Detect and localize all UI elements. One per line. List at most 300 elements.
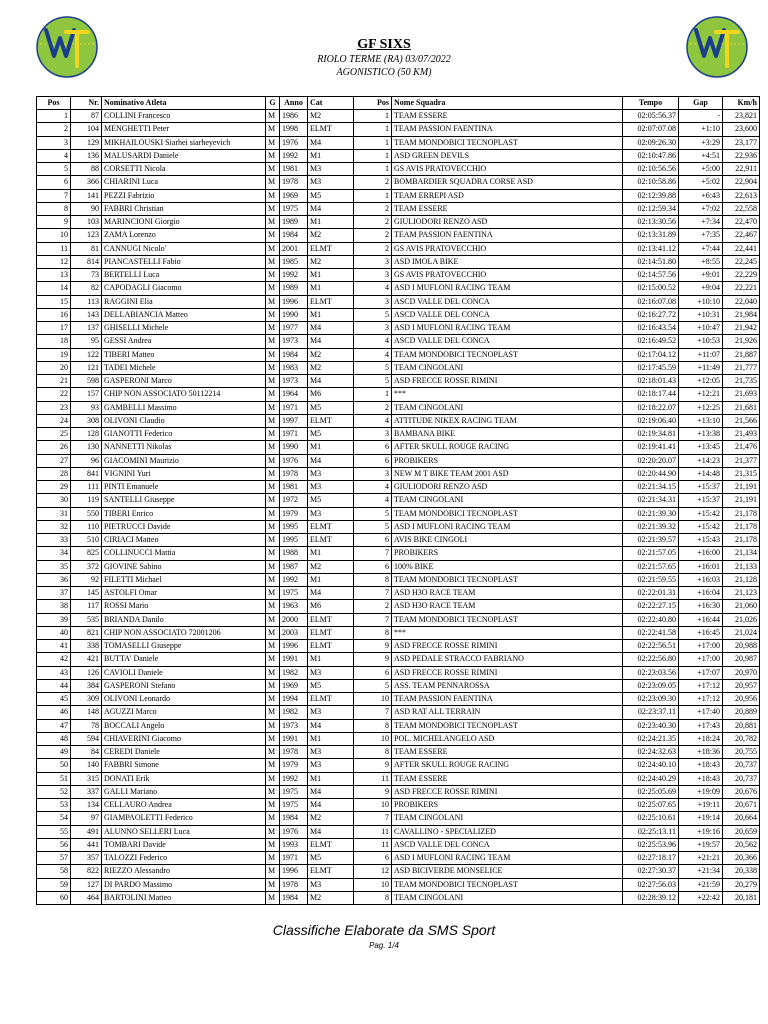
cell-gap: +17:40: [679, 706, 723, 719]
cell-team: GS AVIS PRATOVECCHIO: [392, 242, 623, 255]
cell-gender: M: [266, 891, 280, 904]
cell-cat-pos: 8: [354, 891, 392, 904]
cell-nr: 145: [71, 587, 102, 600]
cell-time: 02:23:03.56: [623, 666, 679, 679]
table-row: [37, 335, 760, 348]
cell-time: 02:23:09.30: [623, 693, 679, 706]
cell-athlete: BERTELLI Luca: [102, 269, 266, 282]
cell-cat: M6: [308, 600, 354, 613]
cell-cat-pos: 1: [354, 163, 392, 176]
table-row: [37, 852, 760, 865]
cell-cat-pos: 9: [354, 785, 392, 798]
cell-cat: M4: [308, 375, 354, 388]
table-row: [37, 693, 760, 706]
cell-cat-pos: 6: [354, 560, 392, 573]
cell-pos: 23: [37, 401, 71, 414]
cell-athlete: OLIVONI Claudio: [102, 414, 266, 427]
cell-speed: 21,123: [723, 587, 760, 600]
cell-pos: 11: [37, 242, 71, 255]
cell-time: 02:19:41.41: [623, 441, 679, 454]
cell-speed: 22,467: [723, 229, 760, 242]
cell-speed: 21,178: [723, 520, 760, 533]
cell-year: 1975: [280, 785, 308, 798]
table-row: [37, 825, 760, 838]
cell-time: 02:21:57.05: [623, 547, 679, 560]
cell-gap: +18:43: [679, 772, 723, 785]
cell-cat-pos: 8: [354, 626, 392, 639]
results-body: [37, 110, 760, 905]
cell-year: 1992: [280, 269, 308, 282]
cell-cat: ELMT: [308, 414, 354, 427]
cell-time: 02:24:21.35: [623, 732, 679, 745]
cell-cat: ELMT: [308, 534, 354, 547]
cell-time: 02:25:07.65: [623, 799, 679, 812]
cell-speed: 21,191: [723, 481, 760, 494]
cell-gap: +19:57: [679, 838, 723, 851]
cell-cat-pos: 10: [354, 732, 392, 745]
cell-speed: 20,956: [723, 693, 760, 706]
cell-team: POL. MICHELANGELO ASD: [392, 732, 623, 745]
cell-year: 1992: [280, 573, 308, 586]
table-row: [37, 454, 760, 467]
cell-cat-pos: 2: [354, 202, 392, 215]
cell-time: 02:10:58.86: [623, 176, 679, 189]
cell-athlete: GAMBELLI Massimo: [102, 401, 266, 414]
cell-cat: M2: [308, 110, 354, 123]
document-header: [0, 36, 768, 79]
cell-gap: +12:25: [679, 401, 723, 414]
cell-athlete: ASTOLFI Omar: [102, 587, 266, 600]
cell-athlete: CAVIOLI Daniele: [102, 666, 266, 679]
cell-team: TEAM CINGOLANI: [392, 401, 623, 414]
cell-cat-pos: 2: [354, 242, 392, 255]
cell-cat-pos: 3: [354, 269, 392, 282]
cell-year: 1987: [280, 560, 308, 573]
cell-speed: 20,987: [723, 653, 760, 666]
table-row: [37, 255, 760, 268]
cell-time: 02:07:07.08: [623, 123, 679, 136]
cell-time: 02:25:13.11: [623, 825, 679, 838]
cell-time: 02:25:05.69: [623, 785, 679, 798]
cell-gender: M: [266, 679, 280, 692]
cell-time: 02:14:57.56: [623, 269, 679, 282]
col-header-cat: Cat: [308, 97, 354, 110]
cell-gap: +13:38: [679, 428, 723, 441]
cell-team: ASD FRECCE ROSSE RIMINI: [392, 666, 623, 679]
cell-year: 1971: [280, 852, 308, 865]
cell-cat-pos: 9: [354, 640, 392, 653]
table-row: [37, 388, 760, 401]
cell-cat-pos: 3: [354, 428, 392, 441]
cell-athlete: GESSI Andrea: [102, 335, 266, 348]
cell-cat-pos: 12: [354, 865, 392, 878]
cell-speed: 22,911: [723, 163, 760, 176]
table-row: [37, 401, 760, 414]
table-row: [37, 520, 760, 533]
table-row: [37, 282, 760, 295]
cell-gap: +7:35: [679, 229, 723, 242]
cell-nr: 157: [71, 388, 102, 401]
cell-speed: 20,737: [723, 772, 760, 785]
cell-speed: 20,782: [723, 732, 760, 745]
cell-gender: M: [266, 746, 280, 759]
cell-speed: 20,881: [723, 719, 760, 732]
cell-speed: 21,493: [723, 428, 760, 441]
cell-team: ASD PEDALE STRACCO FABRIANO: [392, 653, 623, 666]
cell-gender: M: [266, 759, 280, 772]
cell-gap: +4:51: [679, 149, 723, 162]
cell-nr: 357: [71, 852, 102, 865]
cell-speed: 23,821: [723, 110, 760, 123]
cell-athlete: NANNETTI Nikolas: [102, 441, 266, 454]
cell-gender: M: [266, 547, 280, 560]
cell-pos: 46: [37, 706, 71, 719]
cell-cat: M3: [308, 746, 354, 759]
cell-gap: +10:47: [679, 322, 723, 335]
cell-team: ASD I MUFLONI RACING TEAM: [392, 520, 623, 533]
cell-nr: 130: [71, 441, 102, 454]
cell-gap: +7:44: [679, 242, 723, 255]
cell-cat: M5: [308, 189, 354, 202]
cell-cat: M3: [308, 163, 354, 176]
cell-time: 02:21:34.31: [623, 494, 679, 507]
cell-time: 02:10:47.86: [623, 149, 679, 162]
cell-cat: M4: [308, 719, 354, 732]
cell-team: AFTER SKULL ROUGE RACING: [392, 441, 623, 454]
cell-cat-pos: 6: [354, 534, 392, 547]
cell-year: 1998: [280, 123, 308, 136]
cell-speed: 21,024: [723, 626, 760, 639]
cell-gender: M: [266, 640, 280, 653]
table-row: [37, 600, 760, 613]
cell-cat: ELMT: [308, 242, 354, 255]
cell-gender: M: [266, 878, 280, 891]
cell-speed: 20,755: [723, 746, 760, 759]
cell-cat: M5: [308, 679, 354, 692]
cell-athlete: FABBRI Simone: [102, 759, 266, 772]
cell-pos: 30: [37, 494, 71, 507]
cell-year: 2001: [280, 242, 308, 255]
cell-team: TEAM MONDOBICI TECNOPLAST: [392, 878, 623, 891]
cell-time: 02:22:56.51: [623, 640, 679, 653]
cell-nr: 598: [71, 375, 102, 388]
cell-time: 02:19:34.81: [623, 428, 679, 441]
cell-nr: 366: [71, 176, 102, 189]
cell-gap: +17:07: [679, 666, 723, 679]
cell-cat: M2: [308, 348, 354, 361]
cell-gap: +6:43: [679, 189, 723, 202]
cell-time: 02:21:57.65: [623, 560, 679, 573]
cell-team: ASD RAT ALL TERRAIN: [392, 706, 623, 719]
cell-cat: ELMT: [308, 295, 354, 308]
cell-gap: +7:34: [679, 216, 723, 229]
cell-athlete: TOMASELLI Giuseppe: [102, 640, 266, 653]
cell-team: TEAM CINGOLANI: [392, 812, 623, 825]
cell-speed: 20,338: [723, 865, 760, 878]
cell-cat: M4: [308, 799, 354, 812]
cell-year: 2003: [280, 626, 308, 639]
cell-pos: 20: [37, 361, 71, 374]
table-header-row: [37, 97, 760, 110]
cell-gap: +12:05: [679, 375, 723, 388]
cell-year: 1975: [280, 799, 308, 812]
cell-gap: +16:04: [679, 587, 723, 600]
cell-pos: 32: [37, 520, 71, 533]
cell-year: 1990: [280, 308, 308, 321]
cell-athlete: DI PARDO Massimo: [102, 878, 266, 891]
table-row: [37, 110, 760, 123]
table-row: [37, 149, 760, 162]
cell-year: 1992: [280, 149, 308, 162]
cell-nr: 148: [71, 706, 102, 719]
table-row: [37, 229, 760, 242]
cell-pos: 28: [37, 467, 71, 480]
cell-team: TEAM MONDOBICI TECNOPLAST: [392, 613, 623, 626]
cell-year: 1972: [280, 494, 308, 507]
table-row: [37, 613, 760, 626]
cell-pos: 43: [37, 666, 71, 679]
cell-nr: 96: [71, 454, 102, 467]
cell-speed: 22,245: [723, 255, 760, 268]
cell-speed: 21,191: [723, 494, 760, 507]
cell-time: 02:21:39.32: [623, 520, 679, 533]
cell-team: ASD H3O RACE TEAM: [392, 587, 623, 600]
cell-gender: M: [266, 812, 280, 825]
cell-speed: 20,889: [723, 706, 760, 719]
cell-gender: M: [266, 295, 280, 308]
cell-nr: 535: [71, 613, 102, 626]
cell-cat: M2: [308, 891, 354, 904]
cell-gender: M: [266, 414, 280, 427]
table-row: [37, 547, 760, 560]
cell-team: TEAM MONDOBICI TECNOPLAST: [392, 573, 623, 586]
cell-pos: 59: [37, 878, 71, 891]
cell-gender: M: [266, 653, 280, 666]
cell-gap: +12:21: [679, 388, 723, 401]
cell-year: 1973: [280, 719, 308, 732]
cell-athlete: TADEI Michele: [102, 361, 266, 374]
cell-cat: M5: [308, 494, 354, 507]
table-row: [37, 626, 760, 639]
cell-nr: 143: [71, 308, 102, 321]
cell-team: ASD BICIVERDE MONSELICE: [392, 865, 623, 878]
cell-gap: +18:24: [679, 732, 723, 745]
cell-athlete: CANNUGI Nicolo': [102, 242, 266, 255]
cell-athlete: GIACOMINI Maurizio: [102, 454, 266, 467]
table-row: [37, 507, 760, 520]
cell-time: 02:14:51.80: [623, 255, 679, 268]
cell-pos: 24: [37, 414, 71, 427]
table-row: [37, 163, 760, 176]
cell-time: 02:20:44.90: [623, 467, 679, 480]
cell-year: 1988: [280, 547, 308, 560]
cell-gap: +10:10: [679, 295, 723, 308]
cell-gender: M: [266, 600, 280, 613]
cell-time: 02:17:04.12: [623, 348, 679, 361]
cell-gap: +21:21: [679, 852, 723, 865]
cell-speed: 20,988: [723, 640, 760, 653]
cell-team: TEAM MONDOBICI TECNOPLAST: [392, 507, 623, 520]
cell-team: ASCD VALLE DEL CONCA: [392, 335, 623, 348]
cell-athlete: BUTTA' Daniele: [102, 653, 266, 666]
cell-speed: 21,377: [723, 454, 760, 467]
cell-team: ***: [392, 626, 623, 639]
col-header-cat-pos: Pos: [354, 97, 392, 110]
col-header-athlete: Nominativo Atleta: [102, 97, 266, 110]
cell-nr: 110: [71, 520, 102, 533]
cell-team: PROBIKERS: [392, 454, 623, 467]
cell-time: 02:23:09.05: [623, 679, 679, 692]
cell-year: 1992: [280, 772, 308, 785]
cell-speed: 20,562: [723, 838, 760, 851]
document-footer: [0, 922, 768, 952]
cell-pos: 3: [37, 136, 71, 149]
cell-nr: 822: [71, 865, 102, 878]
cell-athlete: COLLINUCCI Mattia: [102, 547, 266, 560]
cell-year: 1976: [280, 454, 308, 467]
cell-athlete: FILETTI Michael: [102, 573, 266, 586]
cell-year: 1991: [280, 732, 308, 745]
cell-cat: M2: [308, 361, 354, 374]
cell-cat-pos: 6: [354, 852, 392, 865]
cell-nr: 841: [71, 467, 102, 480]
cell-cat: M1: [308, 282, 354, 295]
cell-pos: 31: [37, 507, 71, 520]
cell-pos: 53: [37, 799, 71, 812]
cell-athlete: CHIP NON ASSOCIATO 50112214: [102, 388, 266, 401]
cell-cat-pos: 7: [354, 547, 392, 560]
cell-athlete: TOMBARI Davide: [102, 838, 266, 851]
cell-year: 1984: [280, 891, 308, 904]
cell-year: 1984: [280, 812, 308, 825]
table-row: [37, 322, 760, 335]
cell-cat-pos: 4: [354, 282, 392, 295]
cell-gap: +16:45: [679, 626, 723, 639]
cell-speed: 20,279: [723, 878, 760, 891]
cell-year: 1977: [280, 322, 308, 335]
cell-year: 1996: [280, 295, 308, 308]
cell-cat: M1: [308, 547, 354, 560]
cell-gap: +17:00: [679, 653, 723, 666]
cell-nr: 97: [71, 812, 102, 825]
cell-year: 1989: [280, 282, 308, 295]
cell-year: 1964: [280, 388, 308, 401]
cell-gender: M: [266, 348, 280, 361]
cell-year: 1978: [280, 746, 308, 759]
cell-cat-pos: 4: [354, 335, 392, 348]
cell-team: GS AVIS PRATOVECCHIO: [392, 163, 623, 176]
cell-athlete: DONATI Erik: [102, 772, 266, 785]
cell-year: 1985: [280, 255, 308, 268]
cell-pos: 26: [37, 441, 71, 454]
cell-cat-pos: 10: [354, 693, 392, 706]
table-row: [37, 216, 760, 229]
cell-nr: 140: [71, 759, 102, 772]
cell-gender: M: [266, 666, 280, 679]
cell-time: 02:22:56.80: [623, 653, 679, 666]
cell-nr: 137: [71, 322, 102, 335]
cell-cat: ELMT: [308, 520, 354, 533]
cell-year: 1997: [280, 414, 308, 427]
table-row: [37, 653, 760, 666]
cell-cat-pos: 2: [354, 600, 392, 613]
cell-team: ASCD VALLE DEL CONCA: [392, 308, 623, 321]
cell-gender: M: [266, 189, 280, 202]
cell-pos: 38: [37, 600, 71, 613]
cell-gap: +19:14: [679, 812, 723, 825]
table-row: [37, 361, 760, 374]
cell-year: 1993: [280, 838, 308, 851]
cell-year: 1991: [280, 653, 308, 666]
cell-cat-pos: 6: [354, 454, 392, 467]
table-row: [37, 428, 760, 441]
cell-team: ASD I MUFLONI RACING TEAM: [392, 852, 623, 865]
cell-team: ASD FRECCE ROSSE RIMINI: [392, 785, 623, 798]
cell-gap: +9:04: [679, 282, 723, 295]
cell-time: 02:16:43.54: [623, 322, 679, 335]
cell-athlete: FABBRI Christian: [102, 202, 266, 215]
cell-nr: 134: [71, 799, 102, 812]
cell-gender: M: [266, 216, 280, 229]
cell-year: 1984: [280, 229, 308, 242]
cell-year: 1982: [280, 706, 308, 719]
table-row: [37, 719, 760, 732]
cell-cat-pos: 3: [354, 322, 392, 335]
cell-gender: M: [266, 322, 280, 335]
cell-pos: 45: [37, 693, 71, 706]
cell-pos: 16: [37, 308, 71, 321]
cell-team: TEAM ESSERE: [392, 772, 623, 785]
cell-athlete: CHIARINI Luca: [102, 176, 266, 189]
cell-athlete: RAGGINI Elia: [102, 295, 266, 308]
cell-gender: M: [266, 494, 280, 507]
cell-cat-pos: 4: [354, 348, 392, 361]
cell-team: AVIS BIKE CINGOLI: [392, 534, 623, 547]
cell-cat-pos: 4: [354, 481, 392, 494]
cell-speed: 21,942: [723, 322, 760, 335]
cell-athlete: ZAMA Lorenzo: [102, 229, 266, 242]
cell-gap: +14:48: [679, 467, 723, 480]
cell-cat: M1: [308, 441, 354, 454]
cell-time: 02:28:39.12: [623, 891, 679, 904]
cell-speed: 23,600: [723, 123, 760, 136]
cell-speed: 20,659: [723, 825, 760, 838]
footer-credit: Classifiche Elaborate da SMS Sport: [272, 922, 496, 938]
table-row: [37, 481, 760, 494]
cell-pos: 60: [37, 891, 71, 904]
cell-gender: M: [266, 163, 280, 176]
cell-gap: +5:02: [679, 176, 723, 189]
cell-speed: 22,558: [723, 202, 760, 215]
cell-pos: 5: [37, 163, 71, 176]
cell-year: 1976: [280, 825, 308, 838]
table-row: [37, 785, 760, 798]
cell-cat: M4: [308, 785, 354, 798]
cell-athlete: OLIVONI Leonardo: [102, 693, 266, 706]
cell-team: ASD GREEN DEVILS: [392, 149, 623, 162]
cell-gender: M: [266, 573, 280, 586]
cell-gap: +7:02: [679, 202, 723, 215]
cell-pos: 12: [37, 255, 71, 268]
cell-nr: 104: [71, 123, 102, 136]
cell-speed: 22,613: [723, 189, 760, 202]
cell-gender: M: [266, 308, 280, 321]
cell-cat-pos: 11: [354, 772, 392, 785]
cell-pos: 6: [37, 176, 71, 189]
cell-cat: ELMT: [308, 123, 354, 136]
cell-year: 1978: [280, 176, 308, 189]
cell-nr: 82: [71, 282, 102, 295]
